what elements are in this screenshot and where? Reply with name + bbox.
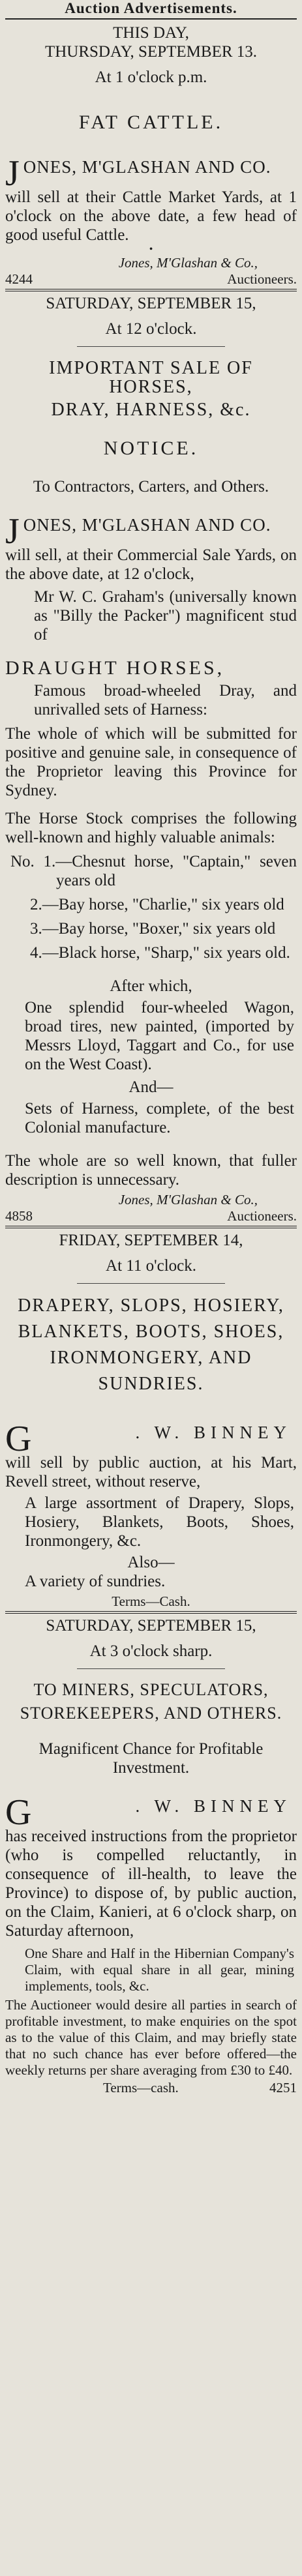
ad1-ornament: •: [149, 244, 153, 255]
ad1-firm-block: [5, 153, 297, 244]
ad2-firm-block: [5, 511, 297, 584]
ad3-date: FRIDAY, SEPTEMBER 14,: [59, 1232, 243, 1249]
ad1-firm-initial: J: [5, 153, 20, 194]
ad2-known: The whole are so well known, that fuller description is unnecessary.: [5, 1152, 297, 1189]
ad2-role: Auctioneers.: [227, 1208, 297, 1224]
ad2-wagon: One splendid four-wheeled Wagon, broad tires, new painted, (imported by Messrs Lloyd, Taggart and Co., for use on the West Coast).: [25, 999, 294, 1073]
ad2-whole: The whole of which will be submitted for positive and genuine sale, in consequence of the Proprietor leaving this Province for Sydney.: [5, 725, 297, 799]
column-title: Auction Advertisements.: [65, 0, 237, 16]
ad1-firm: ONES, M'GLASHAN AND CO.: [23, 157, 271, 177]
ad-fat-cattle: [5, 23, 297, 288]
ad3-firm-block: [5, 1419, 297, 1491]
ad1-rule: [5, 289, 297, 291]
ad2-headline1: IMPORTANT SALE OF HORSES,: [49, 358, 253, 397]
auction-column: [5, 0, 297, 2576]
ad2-rule: [5, 1226, 297, 1228]
ad3-rule: [5, 1611, 297, 1614]
ad4-terms: Terms—cash.: [103, 2080, 179, 2095]
ad2-after: After which,: [110, 977, 192, 995]
ad-drapery-sale: [5, 1231, 297, 1610]
ad4-headline: TO MINERS, SPECULATORS, STOREKEEPERS, AND OTHERS.: [20, 1680, 282, 1723]
ad4-firm: . W. BINNEY: [135, 1796, 292, 1816]
ad3-short-rule: [77, 1283, 225, 1284]
ad2-notice: NOTICE.: [103, 437, 199, 459]
ad4-share: One Share and Half in the Hibernian Company's Claim, with equal share in all gear, mining implements, tools, &c.: [25, 1946, 294, 1994]
ad3-headline: DRAPERY, SLOPS, HOSIERY, BLANKETS, BOOTS, SHOES, IRONMONGERY, AND SUNDRIES.: [18, 1295, 284, 1394]
ad2-harness: Sets of Harness, complete, of the best Colonial manufacture.: [25, 1100, 294, 1136]
ad3-body: will sell by public auction, at his Mart, Revell street, without reserve,: [5, 1454, 297, 1490]
animal-list-item: 3.—Bay horse, "Boxer," six years old: [30, 920, 276, 938]
ad1-footer: [5, 271, 297, 288]
ad2-signature: Jones, M'Glashan & Co.,: [118, 1192, 258, 1207]
ad2-animal-list: [5, 852, 297, 962]
ad4-number: 4251: [269, 2080, 297, 2095]
ad2-and: And—: [128, 1078, 174, 1096]
ad2-stock: The Horse Stock comprises the following well-known and highly valuable animals:: [5, 810, 297, 846]
animal-list-item: 2.—Bay horse, "Charlie," six years old: [30, 896, 284, 913]
ad4-firm-initial: G: [5, 1792, 32, 1833]
animal-list-item: 4.—Black horse, "Sharp," six years old.: [30, 944, 290, 962]
ad4-invite: The Auctioneer would desire all parties in search of profitable investment, to make enquiries on the spot as to the value of this Claim, and may briefly state that no such chance has ever before offered—the weekly returns per share averaging from £30 to £40.: [5, 1997, 297, 2078]
ad1-headline: FAT CATTLE.: [78, 111, 224, 133]
ad1-date: THURSDAY, SEPTEMBER 13.: [44, 43, 258, 61]
ad2-number: 4858: [5, 1208, 33, 1224]
ad1-time: At 1 o'clock p.m.: [95, 68, 207, 86]
ad3-time: At 11 o'clock.: [106, 1257, 196, 1275]
ad4-chance: Magnificent Chance for Profitable Investment.: [38, 1740, 264, 1777]
ad2-firm: ONES, M'GLASHAN AND CO.: [23, 515, 271, 535]
ad3-firm: . W. BINNEY: [135, 1423, 292, 1442]
ad4-date: SATURDAY, SEPTEMBER 15,: [46, 1617, 256, 1635]
ad3-firm-initial: G: [5, 1419, 32, 1459]
ad2-footer: [5, 1208, 297, 1224]
ad4-body: has received instructions from the proprietor (who is compelled reluctantly, in consequence of ill-health, to leave the Province) to dispose of, by public auction, on the Claim, Kanieri, at 6 o'clock sharp, on Saturday afternoon,: [5, 1828, 297, 1940]
ad1-role: Auctioneers.: [227, 271, 297, 287]
ad1-signature: Jones, M'Glashan & Co.,: [118, 255, 258, 271]
ad2-draught: DRAUGHT HORSES,: [5, 657, 225, 679]
ad3-also: Also—: [127, 1554, 175, 1571]
ad2-famous: Famous broad-wheeled Dray, and unrivalled sets of Harness:: [34, 682, 297, 718]
ad2-date: SATURDAY, SEPTEMBER 15,: [46, 295, 256, 312]
ad3-terms: Terms—Cash.: [112, 1593, 190, 1609]
ad1-when: THIS DAY,: [113, 24, 189, 42]
ad2-headline2: DRAY, HARNESS, &c.: [51, 400, 251, 420]
header-rule: [5, 18, 297, 20]
ad4-short-rule: [77, 1668, 225, 1669]
ad1-body: will sell at their Cattle Market Yards, at 1 o'clock on the above date, a few head of good useful Cattle.: [5, 188, 297, 244]
ad3-assort: A large assortment of Drapery, Slops, Hosiery, Blankets, Boots, Shoes, Ironmongery, &c.: [25, 1494, 294, 1550]
ad2-to: To Contractors, Carters, and Others.: [33, 478, 269, 496]
ad2-firm-initial: J: [5, 511, 20, 552]
ad2-body1: will sell, at their Commercial Sale Yards, on the above date, at 12 o'clock,: [5, 546, 297, 583]
ad-claim-sale: [5, 1616, 297, 2096]
ad3-variety: A variety of sundries.: [25, 1573, 166, 1590]
ad2-body2: Mr W. C. Graham's (universally known as "Billy the Packer") magnificent stud of: [34, 588, 297, 644]
ad4-firm-block: [5, 1792, 297, 1940]
animal-list-item: No. 1.—Chesnut horse, "Captain," seven years old: [10, 853, 297, 889]
ad2-time: At 12 o'clock.: [105, 320, 197, 338]
ad-horses-sale: [5, 294, 297, 1224]
ad2-short-rule: [77, 346, 225, 347]
ad4-footer: [5, 2080, 297, 2096]
ad1-number: 4244: [5, 271, 33, 287]
ad4-time: At 3 o'clock sharp.: [89, 1642, 213, 1660]
